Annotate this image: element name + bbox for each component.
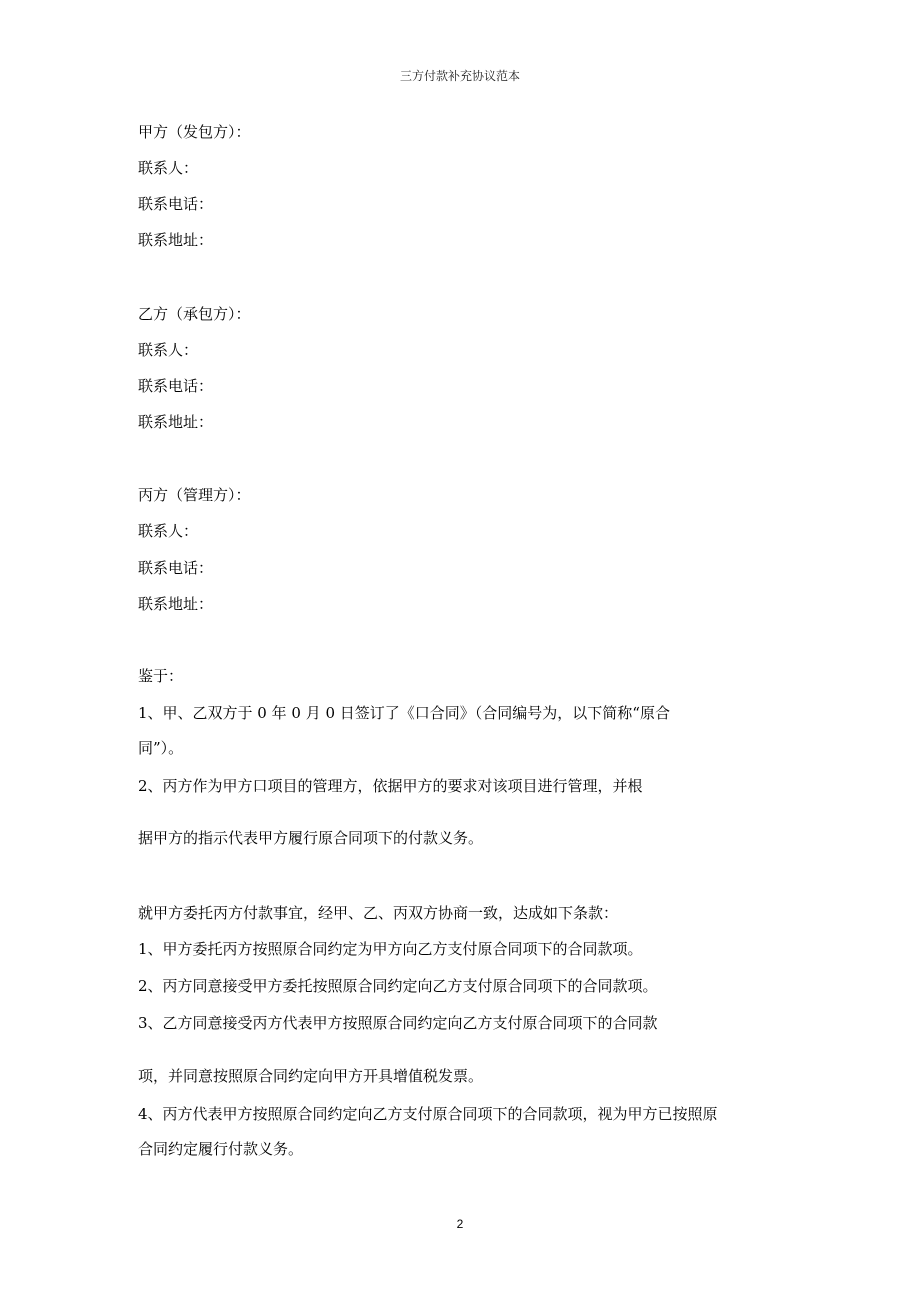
clause-item-4-line-2: 合同约定履行付款义务。 <box>138 1140 304 1158</box>
party-c-contact-label: 联系人： <box>138 522 199 540</box>
clause-item-2: 2、丙方同意接受甲方委托按照原合同约定向乙方支付原合同项下的合同款项。 <box>138 977 658 995</box>
page-number: 2 <box>456 1217 464 1231</box>
party-c-phone-label: 联系电话： <box>138 559 214 577</box>
party-a-phone-label: 联系电话： <box>138 195 214 213</box>
party-b-contact-label: 联系人： <box>138 341 199 359</box>
clause-item-3-line-2: 项，并同意按照原合同约定向甲方开具增值税发票。 <box>138 1067 484 1085</box>
party-a-address-label: 联系地址： <box>138 231 214 249</box>
recital-item-1-line-2: 同”）。 <box>138 739 184 757</box>
recitals-heading: 鉴于： <box>138 667 184 685</box>
party-a-title: 甲方（发包方）： <box>138 123 251 141</box>
recital-item-1-line-1: 1、甲、乙双方于 0 年 0 月 0 日签订了《口合同》（合同编号为，以下简称“原合 <box>138 704 670 722</box>
party-c-title: 丙方（管理方）： <box>138 486 251 504</box>
party-a-contact-label: 联系人： <box>138 159 199 177</box>
party-b-address-label: 联系地址： <box>138 413 214 431</box>
recital-item-2-line-2: 据甲方的指示代表甲方履行原合同项下的付款义务。 <box>138 829 484 847</box>
party-b-title: 乙方（承包方）： <box>138 305 251 323</box>
clause-item-1: 1、甲方委托丙方按照原合同约定为甲方向乙方支付原合同项下的合同款项。 <box>138 940 643 958</box>
clause-item-4-line-1: 4、丙方代表甲方按照原合同约定向乙方支付原合同项下的合同款项，视为甲方已按照原 <box>138 1105 718 1123</box>
recital-item-2-line-1: 2、丙方作为甲方口项目的管理方，依据甲方的要求对该项目进行管理，并根 <box>138 777 643 795</box>
party-b-phone-label: 联系电话： <box>138 377 214 395</box>
party-c-address-label: 联系地址： <box>138 595 214 613</box>
page-header-title: 三方付款补充协议范本 <box>399 69 520 83</box>
clauses-intro: 就甲方委托丙方付款事宜，经甲、乙、丙双方协商一致，达成如下条款： <box>138 904 619 922</box>
clause-item-3-line-1: 3、乙方同意接受丙方代表甲方按照原合同约定向乙方支付原合同项下的合同款 <box>138 1014 658 1032</box>
